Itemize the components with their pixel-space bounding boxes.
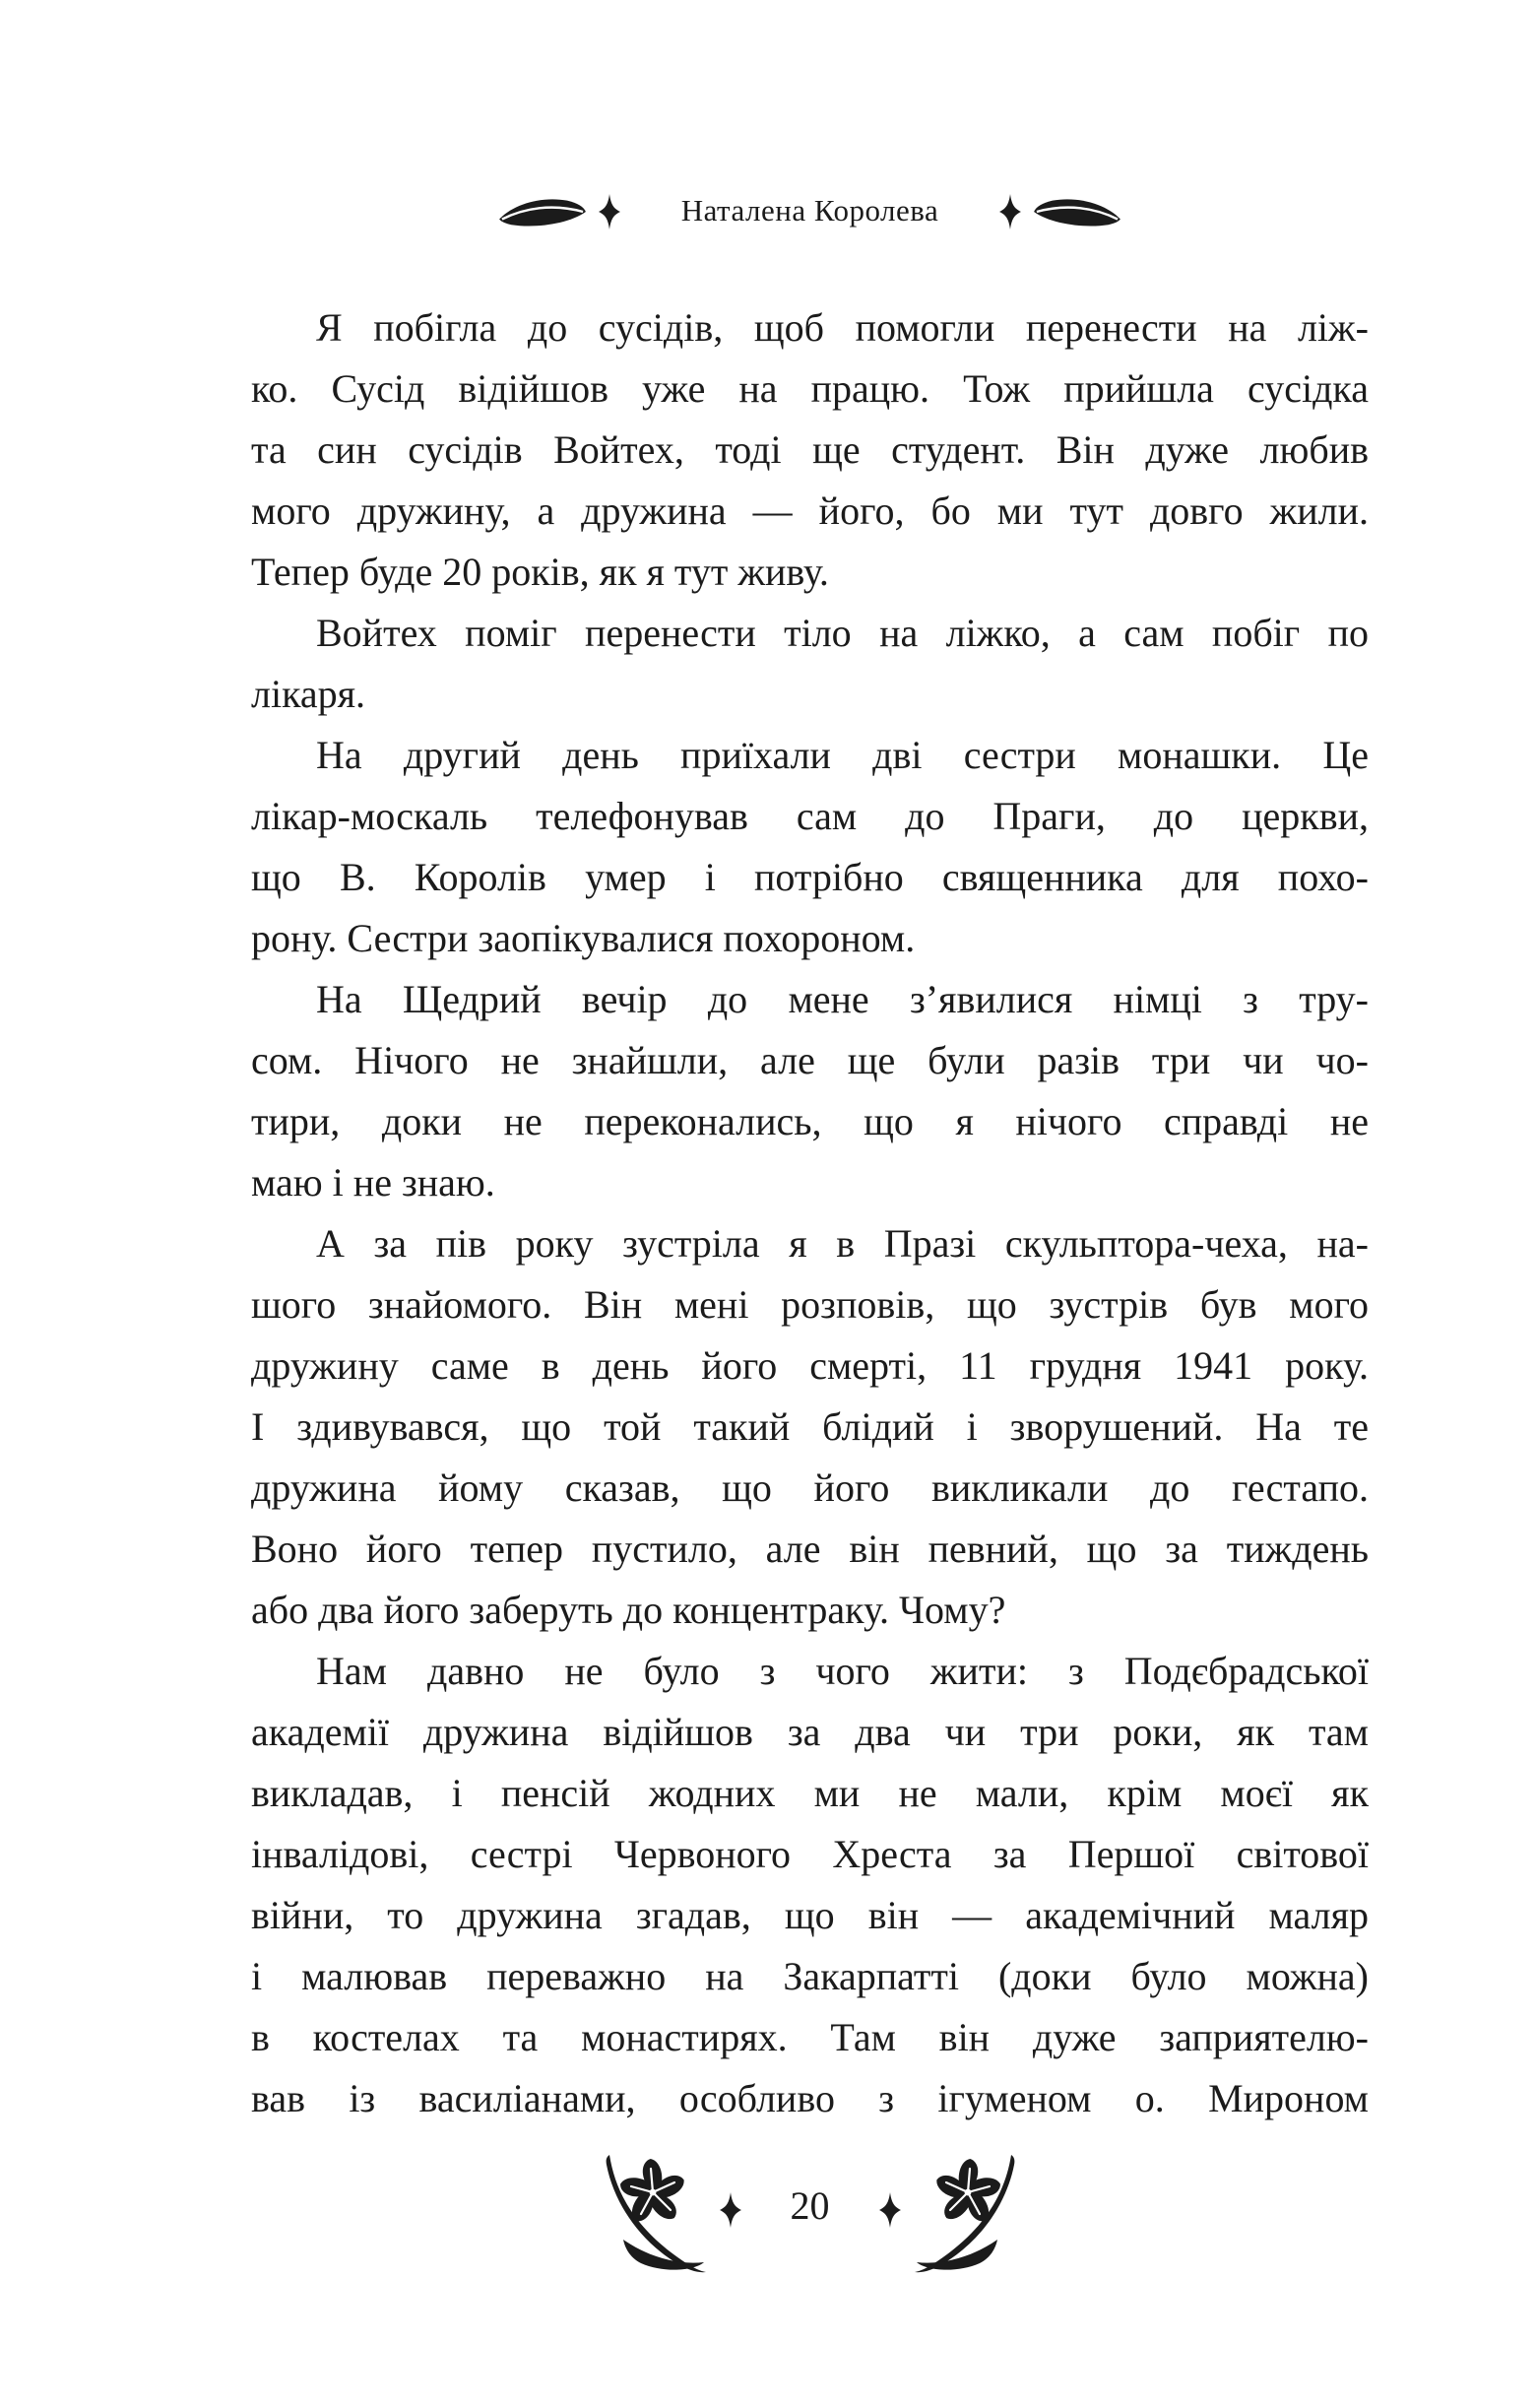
paragraph bbox=[251, 603, 1369, 725]
paragraph bbox=[251, 1213, 1369, 1641]
text-line: Нам давно не було з чого жити: з Подєбрадської bbox=[316, 1649, 1369, 1693]
star-ornament-icon bbox=[879, 2192, 901, 2228]
leaf-ornament-left-icon bbox=[496, 195, 589, 228]
star-ornament-icon bbox=[720, 2192, 741, 2228]
text-line: тири, доки не переконались, що я нічого справді не bbox=[251, 1099, 1369, 1143]
author-name: Наталена Королева bbox=[680, 192, 939, 228]
paragraph bbox=[251, 725, 1369, 969]
text-line: інвалідові, сестрі Червоного Хреста за Першої світової bbox=[251, 1832, 1369, 1876]
text-line: академії дружина відійшов за два чи три роки, як там bbox=[251, 1710, 1369, 1754]
text-line: Тепер буде 20 років, як я тут живу. bbox=[251, 550, 829, 594]
text-line: ко. Сусід відійшов уже на працю. Тож прийшла сусідка bbox=[251, 366, 1369, 411]
text-line: що В. Королів умер і потрібно священника для похо- bbox=[251, 855, 1369, 899]
text-line: Войтех поміг перенести тіло на ліжко, а сам побіг по bbox=[316, 611, 1369, 655]
leaf-ornament-right-icon bbox=[1031, 195, 1123, 228]
text-line: І здивувався, що той такий блідий і зворушений. На те bbox=[251, 1404, 1369, 1449]
text-line: лікаря. bbox=[251, 672, 366, 716]
text-block bbox=[251, 297, 1369, 2129]
star-ornament-icon bbox=[999, 194, 1021, 229]
star-ornament-icon bbox=[599, 194, 620, 229]
text-line: Я побігла до сусідів, щоб помогли перенести на ліж- bbox=[316, 305, 1369, 350]
text-line: в костелах та монастирях. Там він дуже заприятелю- bbox=[251, 2015, 1369, 2059]
page-footer bbox=[251, 2127, 1369, 2305]
paragraph bbox=[251, 297, 1369, 603]
text-line: мого дружину, а дружина — його, бо ми тут довго жили. bbox=[251, 488, 1369, 533]
text-line: А за пів року зустріла я в Празі скульптора-чеха, на- bbox=[316, 1221, 1369, 1266]
text-line: вав із василіанами, особливо з ігуменом о. Мироном bbox=[251, 2076, 1369, 2120]
text-line: На Щедрий вечір до мене з’явилися німці з тру- bbox=[316, 977, 1369, 1021]
paragraph bbox=[251, 969, 1369, 1213]
text-line: або два його заберуть до концентраку. Чому? bbox=[251, 1588, 1006, 1632]
text-line: Воно його тепер пустило, але він певний, що за тиждень bbox=[251, 1527, 1369, 1571]
flower-sprig-ornament-right-icon bbox=[909, 2153, 1019, 2279]
text-line: лікар-москаль телефонував сам до Праги, до церкви, bbox=[251, 794, 1369, 838]
text-line: викладав, і пенсій жодних ми не мали, крім моєї як bbox=[251, 1771, 1369, 1815]
text-line: дружина йому сказав, що його викликали до гестапо. bbox=[251, 1465, 1369, 1510]
text-line: На другий день приїхали дві сестри монашки. Це bbox=[316, 733, 1369, 777]
paragraph bbox=[251, 1641, 1369, 2129]
page-number: 20 bbox=[790, 2183, 830, 2228]
text-line: війни, то дружина згадав, що він — академічний маляр bbox=[251, 1893, 1369, 1937]
flower-sprig-ornament-left-icon bbox=[602, 2153, 712, 2279]
text-line: рону. Сестри заопікувалися похороном. bbox=[251, 916, 916, 960]
text-line: та син сусідів Войтех, тоді ще студент. Він дуже любив bbox=[251, 427, 1369, 472]
text-line: дружину саме в день його смерті, 11 грудня 1941 року. bbox=[251, 1343, 1369, 1388]
running-head bbox=[251, 179, 1369, 244]
text-line: шого знайомого. Він мені розповів, що зустрів був мого bbox=[251, 1282, 1369, 1327]
text-line: сом. Нічого не знайшли, але ще були разів три чи чо- bbox=[251, 1038, 1369, 1082]
text-line: маю і не знаю. bbox=[251, 1160, 495, 1204]
text-line: і малював переважно на Закарпатті (доки було можна) bbox=[251, 1954, 1369, 1998]
